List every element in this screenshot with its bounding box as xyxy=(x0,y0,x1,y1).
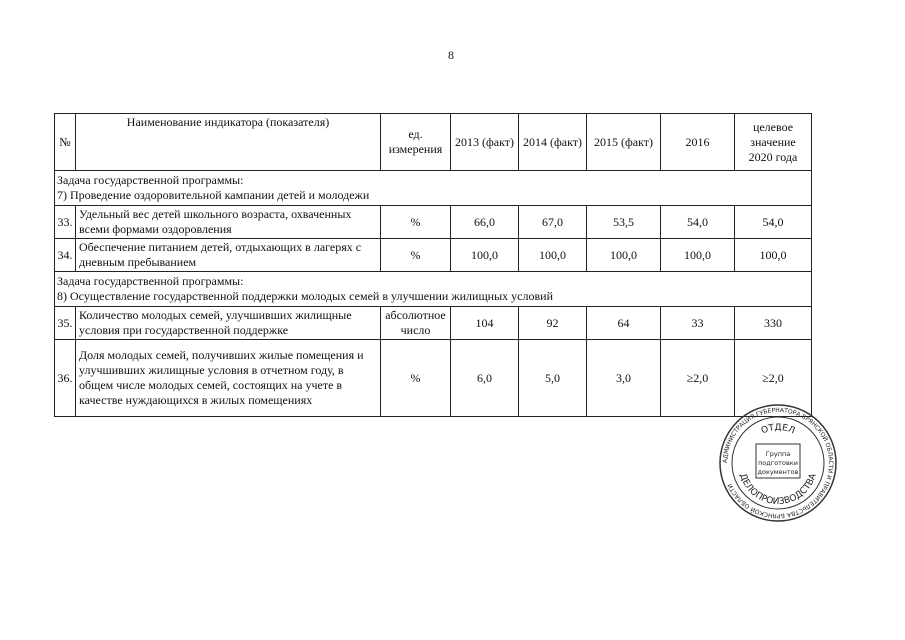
row-2016: 100,0 xyxy=(661,239,735,272)
row-unit: абсолютное число xyxy=(381,307,451,340)
row-unit: % xyxy=(381,206,451,239)
row-2015: 53,5 xyxy=(587,206,661,239)
row-2014: 67,0 xyxy=(519,206,587,239)
row-num: 35. xyxy=(55,307,76,340)
table-header-row xyxy=(55,114,812,171)
row-num: 33. xyxy=(55,206,76,239)
task-8-text: 8) Осуществление государственной поддержки молодых семей в улучшении жилищных условий xyxy=(57,289,553,303)
stamp-inner-3: документов xyxy=(757,468,799,476)
page-number: 8 xyxy=(448,48,454,62)
row-2015: 3,0 xyxy=(587,340,661,417)
row-name: Обеспечение питанием детей, отдыхающих в лагерях с дневным пребыванием xyxy=(76,239,381,272)
row-2016: 54,0 xyxy=(661,206,735,239)
row-2015: 100,0 xyxy=(587,239,661,272)
header-2014: 2014 (факт) xyxy=(519,114,587,171)
row-2014: 92 xyxy=(519,307,587,340)
office-stamp xyxy=(718,403,838,523)
stamp-dept2-text: ДЕЛОПРОИЗВОДСТВА xyxy=(737,472,819,508)
stamp-ring-text: АДМИНИСТРАЦИЯ ГУБЕРНАТОРА БРЯНСКОЙ ОБЛАСТИ И ПРАВИТЕЛЬСТВА БРЯНСКОЙ ОБЛАСТИ xyxy=(721,406,835,520)
header-2013: 2013 (факт) xyxy=(451,114,519,171)
task-8-title: Задача государственной программы: xyxy=(57,274,244,288)
row-target: 54,0 xyxy=(735,206,812,239)
row-2013: 66,0 xyxy=(451,206,519,239)
row-target: 100,0 xyxy=(735,239,812,272)
task-7-title: Задача государственной программы: xyxy=(57,173,244,187)
row-name: Удельный вес детей школьного возраста, охваченных всеми формами оздоровления xyxy=(76,206,381,239)
header-num: № xyxy=(55,114,76,171)
table-row xyxy=(55,307,812,340)
table-row xyxy=(55,206,812,239)
header-target: целевое значение 2020 года xyxy=(735,114,812,171)
header-2016: 2016 xyxy=(661,114,735,171)
row-num: 34. xyxy=(55,239,76,272)
task-7-row xyxy=(55,171,812,206)
row-2016: ≥2,0 xyxy=(661,340,735,417)
row-target: ≥2,0 xyxy=(735,340,812,417)
row-2014: 100,0 xyxy=(519,239,587,272)
header-2015: 2015 (факт) xyxy=(587,114,661,171)
task-7-cell xyxy=(55,171,812,206)
indicators-table xyxy=(54,113,812,417)
row-unit: % xyxy=(381,239,451,272)
row-2013: 104 xyxy=(451,307,519,340)
stamp-inner-2: подготовки xyxy=(758,459,798,467)
row-2013: 100,0 xyxy=(451,239,519,272)
task-8-cell xyxy=(55,272,812,307)
row-2014: 5,0 xyxy=(519,340,587,417)
task-7-text: 7) Проведение оздоровительной кампании детей и молодежи xyxy=(57,188,370,202)
table-row xyxy=(55,239,812,272)
row-2013: 6,0 xyxy=(451,340,519,417)
row-2015: 64 xyxy=(587,307,661,340)
row-unit: % xyxy=(381,340,451,417)
stamp-dept-text: ОТДЕЛ xyxy=(759,422,797,437)
row-target: 330 xyxy=(735,307,812,340)
stamp-inner-1: Группа xyxy=(765,450,791,458)
row-num: 36. xyxy=(55,340,76,417)
table-row xyxy=(55,340,812,417)
header-name: Наименование индикатора (показателя) xyxy=(76,114,381,171)
header-unit: ед. измерения xyxy=(381,114,451,171)
row-name: Доля молодых семей, получивших жилые помещения и улучшивших жилищные условия в отчетном году, в общем числе молодых семей, состоящих на учете в качестве нуждающихся в жилых помещениях xyxy=(76,340,381,417)
task-8-row xyxy=(55,272,812,307)
row-2016: 33 xyxy=(661,307,735,340)
row-name: Количество молодых семей, улучшивших жилищные условия при государственной поддержке xyxy=(76,307,381,340)
